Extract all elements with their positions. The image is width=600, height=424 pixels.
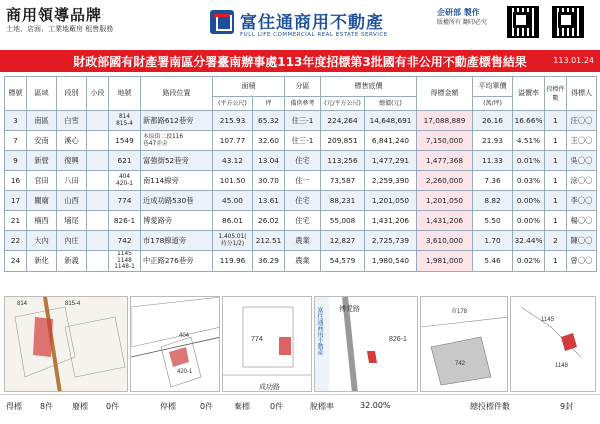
table-row bbox=[5, 231, 597, 251]
row-premium: 0.01% bbox=[513, 151, 545, 171]
row-area-ping: 36.29 bbox=[253, 251, 285, 272]
row-unit-price: 54,579 bbox=[321, 251, 365, 272]
row-area-ping: 26.02 bbox=[253, 211, 285, 231]
col-total-price: 總價(元) bbox=[365, 97, 417, 111]
row-unit-price: 55,008 bbox=[321, 211, 365, 231]
row-lot: 404 420-1 bbox=[109, 171, 141, 191]
row-winner: 吳〇〇 bbox=[567, 151, 597, 171]
row-subsection bbox=[87, 131, 109, 151]
qr-code-icon[interactable] bbox=[507, 6, 539, 38]
brand-block bbox=[6, 6, 136, 34]
row-section: 新義 bbox=[57, 251, 87, 272]
row-area-sqm: 1,405.01( 持分1/2) bbox=[213, 231, 253, 251]
row-location: 本原街二段116 巷47弄旁 bbox=[141, 131, 213, 151]
row-area-sqm: 86.01 bbox=[213, 211, 253, 231]
map-label: 420-1 bbox=[177, 369, 193, 375]
table-row bbox=[5, 251, 597, 272]
row-district: 新營 bbox=[27, 151, 57, 171]
row-location: 近成功路530巷 bbox=[141, 191, 213, 211]
row-total-price: 1,477,291 bbox=[365, 151, 417, 171]
map-lot-814-svg bbox=[5, 297, 128, 392]
footer-keep-label: 棄標 bbox=[234, 402, 250, 411]
footer-total-label: 總投標件數 bbox=[470, 402, 510, 411]
row-bidders: 1 bbox=[545, 111, 567, 131]
col-no: 標號 bbox=[5, 77, 27, 111]
map-lot-742[interactable] bbox=[420, 296, 508, 392]
row-district: 官田 bbox=[27, 171, 57, 191]
row-premium: 4.51% bbox=[513, 131, 545, 151]
row-avg-unit: 8.82 bbox=[473, 191, 513, 211]
footer-won-value: 8件 bbox=[40, 402, 54, 411]
row-bidders: 1 bbox=[545, 211, 567, 231]
page-header bbox=[0, 0, 600, 50]
col-area: 面積 bbox=[213, 77, 285, 97]
row-winning: 1,477,368 bbox=[417, 151, 473, 171]
row-zoning: 住三-1 bbox=[285, 111, 321, 131]
row-zoning: 住一 bbox=[285, 171, 321, 191]
row-avg-unit: 11.33 bbox=[473, 151, 513, 171]
footer-stop-value: 0件 bbox=[200, 402, 214, 411]
row-section: 復興 bbox=[57, 151, 87, 171]
row-winner: 曾〇〇 bbox=[567, 251, 597, 272]
map-label: 404 bbox=[179, 333, 190, 339]
col-area-sqm: (平方公尺) bbox=[213, 97, 253, 111]
table-row bbox=[5, 131, 597, 151]
footer-total-value: 9封 bbox=[560, 402, 574, 411]
row-winner: 王〇〇 bbox=[567, 131, 597, 151]
map-lot-814[interactable] bbox=[4, 296, 128, 392]
map-label: 814 bbox=[17, 301, 28, 307]
row-area-ping: 13.61 bbox=[253, 191, 285, 211]
row-total-price: 1,431,206 bbox=[365, 211, 417, 231]
col-area-ping: 坪 bbox=[253, 97, 285, 111]
row-area-sqm: 101.50 bbox=[213, 171, 253, 191]
map-label: 市178 bbox=[451, 309, 468, 315]
row-bidders: 1 bbox=[545, 171, 567, 191]
col-avg-unit-sub: (萬/坪) bbox=[473, 97, 513, 111]
col-winner: 得標人 bbox=[567, 77, 597, 111]
col-subsection: 小段 bbox=[87, 77, 109, 111]
row-unit-price: 209,851 bbox=[321, 131, 365, 151]
table-row bbox=[5, 151, 597, 171]
row-total-price: 2,725,739 bbox=[365, 231, 417, 251]
row-no: 7 bbox=[5, 131, 27, 151]
footer-keep-value: 0件 bbox=[270, 402, 284, 411]
row-area-sqm: 107.77 bbox=[213, 131, 253, 151]
col-winning: 得標金額 bbox=[417, 77, 473, 111]
map-side-text: 富住通商用不動產 bbox=[316, 307, 322, 355]
map-lot-774-svg bbox=[223, 297, 312, 392]
row-area-sqm: 45.00 bbox=[213, 191, 253, 211]
row-subsection bbox=[87, 251, 109, 272]
map-strip bbox=[4, 296, 596, 392]
row-no: 22 bbox=[5, 231, 27, 251]
row-district: 安南 bbox=[27, 131, 57, 151]
row-area-ping: 212.51 bbox=[253, 231, 285, 251]
row-section: 埔尾 bbox=[57, 211, 87, 231]
row-location: 南114線旁 bbox=[141, 171, 213, 191]
footer-won-label: 得標 bbox=[6, 402, 22, 411]
summary-footer bbox=[0, 394, 600, 424]
logo-mark-icon bbox=[210, 10, 234, 34]
row-total-price: 6,841,240 bbox=[365, 131, 417, 151]
logo-name: 富住通商用不動產 bbox=[240, 13, 384, 33]
row-section: 內庄 bbox=[57, 231, 87, 251]
row-lot: 826-1 bbox=[109, 211, 141, 231]
row-winning: 7,150,000 bbox=[417, 131, 473, 151]
title-date: 113.01.24 bbox=[553, 56, 594, 65]
results-table-body bbox=[5, 111, 597, 272]
map-lot-404-svg bbox=[131, 297, 220, 392]
row-section: 溪心 bbox=[57, 131, 87, 151]
row-location: 中正路276巷旁 bbox=[141, 251, 213, 272]
row-zoning: 農業 bbox=[285, 231, 321, 251]
credit-line1: 企研部 製作 bbox=[437, 8, 480, 17]
row-no: 9 bbox=[5, 151, 27, 171]
map-road-label: 博愛路 bbox=[339, 306, 360, 313]
row-no: 24 bbox=[5, 251, 27, 272]
row-area-ping: 65.32 bbox=[253, 111, 285, 131]
row-location: 富強街52巷旁 bbox=[141, 151, 213, 171]
row-bidders: 2 bbox=[545, 231, 567, 251]
map-lot-826[interactable] bbox=[314, 296, 418, 392]
map-road-label: 成功路 bbox=[259, 384, 280, 391]
row-avg-unit: 26.16 bbox=[473, 111, 513, 131]
footer-rate-value: 32.00% bbox=[360, 401, 391, 410]
row-subsection bbox=[87, 171, 109, 191]
row-area-sqm: 215.93 bbox=[213, 111, 253, 131]
row-winner: 涂〇〇 bbox=[567, 171, 597, 191]
row-avg-unit: 5.50 bbox=[473, 211, 513, 231]
footer-rate-label: 脫標率 bbox=[310, 402, 334, 411]
map-label: 826-1 bbox=[389, 336, 407, 343]
row-subsection bbox=[87, 231, 109, 251]
row-location: 博愛路旁 bbox=[141, 211, 213, 231]
row-winning: 2,260,000 bbox=[417, 171, 473, 191]
row-premium: 0.00% bbox=[513, 191, 545, 211]
map-label: 815-4 bbox=[65, 301, 81, 307]
row-lot: 814 815-4 bbox=[109, 111, 141, 131]
col-bidders: 投標件數 bbox=[545, 77, 567, 111]
row-area-ping: 32.60 bbox=[253, 131, 285, 151]
row-lot: 774 bbox=[109, 191, 141, 211]
col-unit-price: (元/平方公尺) bbox=[321, 97, 365, 111]
row-unit-price: 224,264 bbox=[321, 111, 365, 131]
row-winning: 1,201,050 bbox=[417, 191, 473, 211]
company-logo bbox=[210, 8, 400, 44]
map-lot-1145[interactable] bbox=[510, 296, 596, 392]
row-subsection bbox=[87, 211, 109, 231]
row-zoning: 農業 bbox=[285, 251, 321, 272]
row-total-price: 1,201,050 bbox=[365, 191, 417, 211]
map-lot-742-svg bbox=[421, 297, 508, 392]
map-lot-404[interactable] bbox=[130, 296, 220, 392]
row-unit-price: 113,256 bbox=[321, 151, 365, 171]
qr-code-icon[interactable] bbox=[552, 6, 584, 38]
row-total-price: 14,648,691 bbox=[365, 111, 417, 131]
row-unit-price: 73,587 bbox=[321, 171, 365, 191]
row-avg-unit: 5.46 bbox=[473, 251, 513, 272]
col-premium: 溢價率 bbox=[513, 77, 545, 111]
row-section: 八田 bbox=[57, 171, 87, 191]
footer-cancel-value: 0件 bbox=[106, 402, 120, 411]
row-bidders: 1 bbox=[545, 151, 567, 171]
row-bidders: 1 bbox=[545, 131, 567, 151]
col-avg-unit: 平均單價 bbox=[473, 77, 513, 97]
footer-cancel-label: 廢標 bbox=[72, 402, 88, 411]
map-lot-1145-svg bbox=[511, 297, 596, 392]
row-lot: 621 bbox=[109, 151, 141, 171]
logo-en: FULL LIFE COMMERCIAL REAL ESTATE SERVICE bbox=[240, 32, 388, 38]
row-area-ping: 13.04 bbox=[253, 151, 285, 171]
row-premium: 0.00% bbox=[513, 211, 545, 231]
col-district: 區域 bbox=[27, 77, 57, 111]
map-lot-774[interactable] bbox=[222, 296, 312, 392]
row-avg-unit: 7.36 bbox=[473, 171, 513, 191]
row-area-ping: 30.70 bbox=[253, 171, 285, 191]
col-section: 段別 bbox=[57, 77, 87, 111]
table-row bbox=[5, 171, 597, 191]
row-unit-price: 88,231 bbox=[321, 191, 365, 211]
row-no: 21 bbox=[5, 211, 27, 231]
row-area-sqm: 119.96 bbox=[213, 251, 253, 272]
row-bidders: 1 bbox=[545, 251, 567, 272]
row-premium: 32.44% bbox=[513, 231, 545, 251]
row-winner: 陳〇〇 bbox=[567, 231, 597, 251]
col-base-price: 標售底價 bbox=[321, 77, 417, 97]
row-district: 大內 bbox=[27, 231, 57, 251]
row-subsection bbox=[87, 191, 109, 211]
row-district: 南區 bbox=[27, 111, 57, 131]
row-premium: 0.02% bbox=[513, 251, 545, 272]
footer-stop-label: 停標 bbox=[160, 402, 176, 411]
row-location: 新都路612巷旁 bbox=[141, 111, 213, 131]
col-zoning-sub: 備供參考 bbox=[285, 97, 321, 111]
row-total-price: 1,980,540 bbox=[365, 251, 417, 272]
map-label: 1148 bbox=[555, 363, 568, 369]
row-subsection bbox=[87, 111, 109, 131]
page-title: 財政部國有財產署南區分署臺南辦事處113年度招標第3批國有非公用不動產標售結果 bbox=[73, 55, 527, 69]
row-bidders: 1 bbox=[545, 191, 567, 211]
row-avg-unit: 1.70 bbox=[473, 231, 513, 251]
row-district: 楠西 bbox=[27, 211, 57, 231]
row-district: 新化 bbox=[27, 251, 57, 272]
table-row bbox=[5, 191, 597, 211]
row-premium: 0.03% bbox=[513, 171, 545, 191]
credit-block bbox=[437, 7, 507, 27]
row-winning: 3,610,000 bbox=[417, 231, 473, 251]
row-winning: 1,981,000 bbox=[417, 251, 473, 272]
map-label: 742 bbox=[455, 361, 466, 367]
row-lot: 742 bbox=[109, 231, 141, 251]
title-bar bbox=[0, 50, 600, 72]
row-lot: 1145 1148 1148-1 bbox=[109, 251, 141, 272]
row-zoning: 住宅 bbox=[285, 191, 321, 211]
results-table-wrap bbox=[4, 76, 596, 272]
row-area-sqm: 43.12 bbox=[213, 151, 253, 171]
brand-services: 土地、店面、工業地廠房 租售服務 bbox=[6, 25, 114, 33]
row-winner: 楊〇〇 bbox=[567, 211, 597, 231]
col-location: 路段位置 bbox=[141, 77, 213, 111]
row-zoning: 住三-1 bbox=[285, 131, 321, 151]
map-lot-826-svg bbox=[315, 297, 418, 392]
row-avg-unit: 21.93 bbox=[473, 131, 513, 151]
row-no: 17 bbox=[5, 191, 27, 211]
row-unit-price: 12,827 bbox=[321, 231, 365, 251]
map-label: 774 bbox=[251, 336, 263, 343]
row-winning: 17,088,889 bbox=[417, 111, 473, 131]
row-lot: 1549 bbox=[109, 131, 141, 151]
row-zoning: 住宅 bbox=[285, 211, 321, 231]
row-winner: 汪〇〇 bbox=[567, 111, 597, 131]
table-row bbox=[5, 211, 597, 231]
row-section: 白雪 bbox=[57, 111, 87, 131]
row-location: 市178線道旁 bbox=[141, 231, 213, 251]
row-winner: 李〇〇 bbox=[567, 191, 597, 211]
credit-line2: 版權所有 翻印必究 bbox=[437, 19, 487, 26]
table-row bbox=[5, 111, 597, 131]
col-zoning: 分區 bbox=[285, 77, 321, 97]
row-total-price: 2,259,390 bbox=[365, 171, 417, 191]
row-zoning: 住宅 bbox=[285, 151, 321, 171]
row-section: 山西 bbox=[57, 191, 87, 211]
row-no: 16 bbox=[5, 171, 27, 191]
brand-name: 商用領導品牌 bbox=[6, 6, 103, 24]
row-district: 關廟 bbox=[27, 191, 57, 211]
results-table bbox=[4, 76, 597, 272]
row-subsection bbox=[87, 151, 109, 171]
row-winning: 1,431,206 bbox=[417, 211, 473, 231]
map-label: 1145 bbox=[541, 317, 554, 323]
row-premium: 16.66% bbox=[513, 111, 545, 131]
col-lot: 地號 bbox=[109, 77, 141, 111]
row-no: 3 bbox=[5, 111, 27, 131]
